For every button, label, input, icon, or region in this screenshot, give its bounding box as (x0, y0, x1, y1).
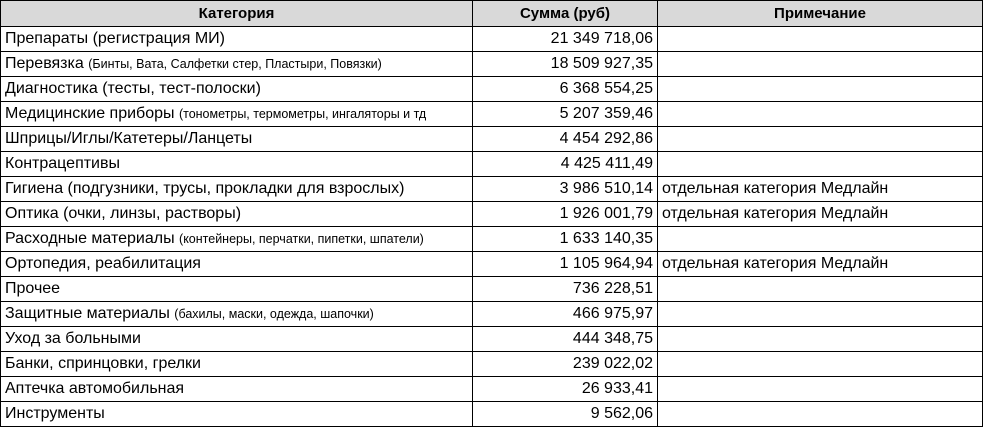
category-sub-text: (Бинты, Вата, Салфетки стер, Пластыри, Повязки) (88, 57, 382, 71)
sum-cell[interactable]: 3 986 510,14 (473, 177, 658, 202)
table-row (1, 227, 983, 252)
category-cell[interactable] (1, 102, 473, 127)
category-cell[interactable] (1, 52, 473, 77)
category-cell[interactable] (1, 402, 473, 427)
note-cell[interactable]: отдельная категория Медлайн (658, 252, 983, 277)
table-row (1, 202, 983, 227)
note-cell[interactable] (658, 102, 983, 127)
category-cell[interactable] (1, 177, 473, 202)
table-row (1, 352, 983, 377)
header-sum[interactable]: Сумма (руб) (473, 1, 658, 27)
category-cell[interactable] (1, 202, 473, 227)
category-cell[interactable] (1, 377, 473, 402)
table-row (1, 127, 983, 152)
category-main-text: Прочее (5, 280, 61, 297)
category-sub-text: (контейнеры, перчатки, пипетки, шпатели) (179, 232, 424, 246)
sum-cell[interactable]: 736 228,51 (473, 277, 658, 302)
category-cell[interactable] (1, 302, 473, 327)
table-row (1, 302, 983, 327)
note-cell[interactable] (658, 52, 983, 77)
category-sub-text: (тонометры, термометры, ингаляторы и тд (178, 107, 427, 121)
category-main-text: Перевязка (5, 55, 89, 72)
table-row (1, 327, 983, 352)
table-body (1, 27, 983, 427)
sum-cell[interactable]: 4 425 411,49 (473, 152, 658, 177)
category-main-text: Препараты (регистрация МИ) (5, 30, 225, 47)
sum-cell[interactable]: 1 105 964,94 (473, 252, 658, 277)
table-row (1, 77, 983, 102)
note-cell[interactable] (658, 352, 983, 377)
sum-cell[interactable]: 444 348,75 (473, 327, 658, 352)
category-main-text: Банки, спринцовки, грелки (5, 355, 201, 372)
category-cell[interactable] (1, 77, 473, 102)
note-cell[interactable] (658, 402, 983, 427)
note-cell[interactable] (658, 227, 983, 252)
note-cell[interactable] (658, 277, 983, 302)
table-row (1, 27, 983, 52)
note-cell[interactable] (658, 302, 983, 327)
table-row (1, 52, 983, 77)
table-row (1, 252, 983, 277)
header-row (1, 1, 983, 27)
category-cell[interactable] (1, 127, 473, 152)
category-main-text: Расходные материалы (5, 230, 180, 247)
category-cell[interactable] (1, 352, 473, 377)
header-category[interactable]: Категория (1, 1, 473, 27)
category-main-text: Инструменты (5, 405, 105, 422)
category-main-text: Медицинские приборы (5, 105, 179, 122)
sum-cell[interactable]: 1 633 140,35 (473, 227, 658, 252)
category-main-text: Защитные материалы (5, 305, 175, 322)
category-cell[interactable] (1, 152, 473, 177)
note-cell[interactable]: отдельная категория Медлайн (658, 202, 983, 227)
table-row (1, 402, 983, 427)
table-row (1, 177, 983, 202)
category-main-text: Контрацептивы (5, 155, 120, 172)
note-cell[interactable] (658, 127, 983, 152)
table-row (1, 152, 983, 177)
sum-cell[interactable]: 239 022,02 (473, 352, 658, 377)
category-sub-text: (бахилы, маски, одежда, шапочки) (174, 307, 374, 321)
sum-cell[interactable]: 6 368 554,25 (473, 77, 658, 102)
category-main-text: Диагностика (тесты, тест-полоски) (5, 80, 261, 97)
note-cell[interactable] (658, 377, 983, 402)
category-main-text: Оптика (очки, линзы, растворы) (5, 205, 242, 222)
note-cell[interactable] (658, 327, 983, 352)
sum-cell[interactable]: 466 975,97 (473, 302, 658, 327)
category-main-text: Уход за больными (5, 330, 141, 347)
table-row (1, 102, 983, 127)
note-cell[interactable] (658, 77, 983, 102)
sum-cell[interactable]: 5 207 359,46 (473, 102, 658, 127)
sum-cell[interactable]: 1 926 001,79 (473, 202, 658, 227)
sum-cell[interactable]: 21 349 718,06 (473, 27, 658, 52)
note-cell[interactable] (658, 152, 983, 177)
category-main-text: Ортопедия, реабилитация (5, 255, 201, 272)
header-note[interactable]: Примечание (658, 1, 983, 27)
note-cell[interactable] (658, 27, 983, 52)
table-row (1, 377, 983, 402)
category-cell[interactable] (1, 252, 473, 277)
table-row (1, 277, 983, 302)
table-header (1, 1, 983, 27)
sum-cell[interactable]: 26 933,41 (473, 377, 658, 402)
sum-cell[interactable]: 9 562,06 (473, 402, 658, 427)
category-main-text: Шприцы/Иглы/Катетеры/Ланцеты (5, 130, 253, 147)
category-main-text: Гигиена (подгузники, трусы, прокладки для взрослых) (5, 180, 405, 197)
category-cell[interactable] (1, 27, 473, 52)
category-cell[interactable] (1, 277, 473, 302)
note-cell[interactable]: отдельная категория Медлайн (658, 177, 983, 202)
category-cell[interactable] (1, 227, 473, 252)
category-cell[interactable] (1, 327, 473, 352)
sum-cell[interactable]: 18 509 927,35 (473, 52, 658, 77)
sum-cell[interactable]: 4 454 292,86 (473, 127, 658, 152)
category-main-text: Аптечка автомобильная (5, 380, 185, 397)
